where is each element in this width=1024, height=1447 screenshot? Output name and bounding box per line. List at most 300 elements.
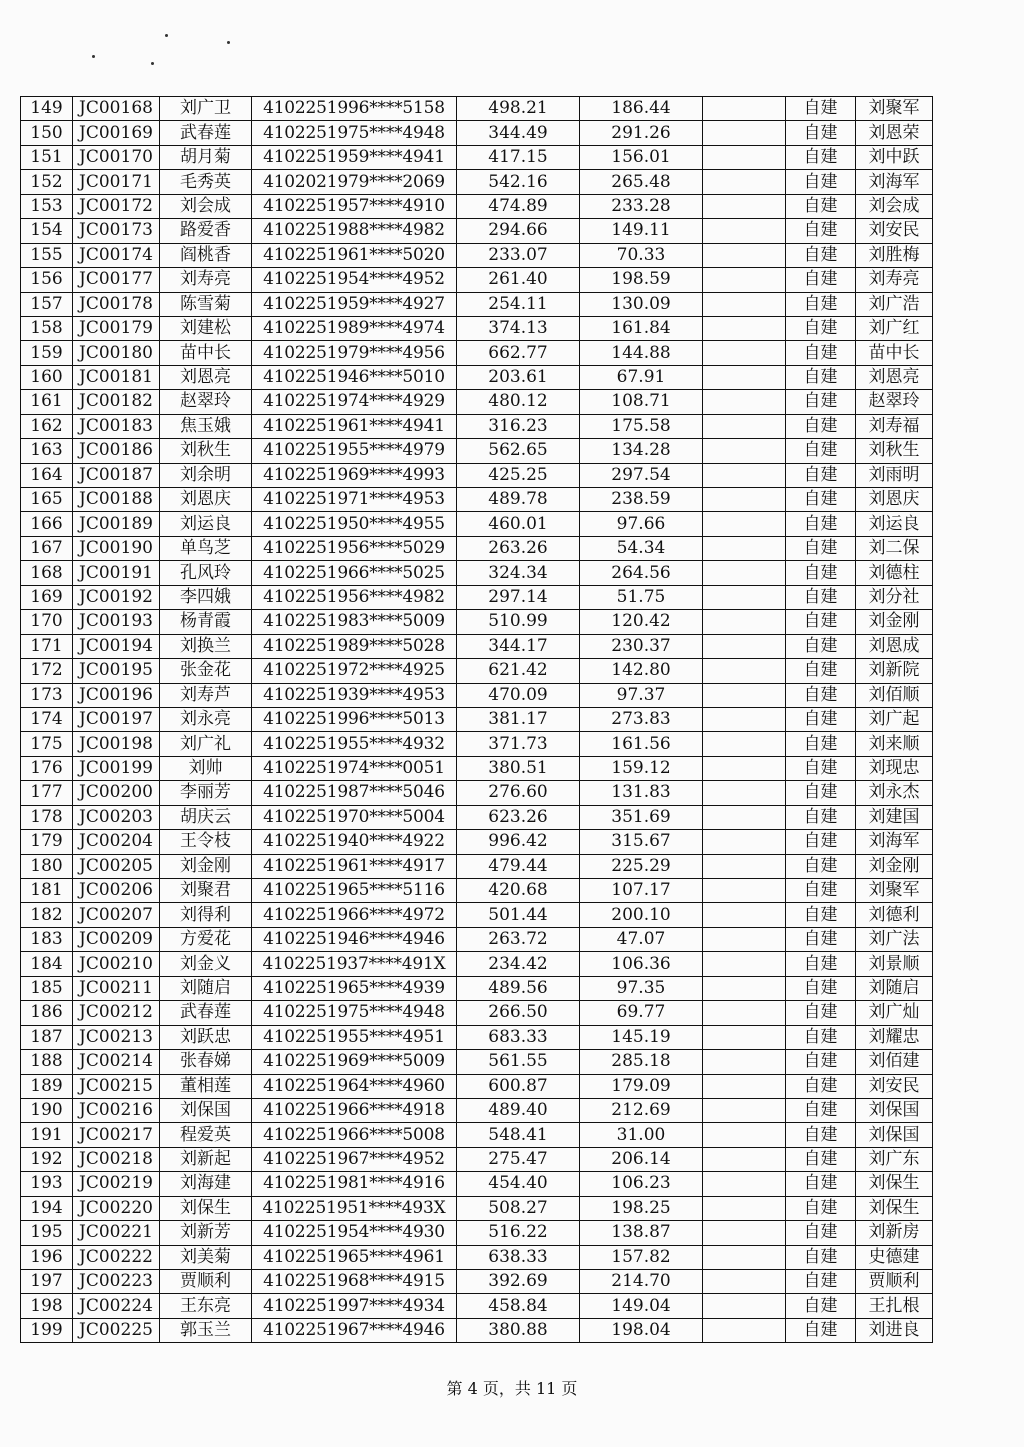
name-cell: 董相莲	[160, 1074, 252, 1098]
build-type-cell: 自建	[786, 292, 856, 316]
name-cell: 刘随启	[160, 976, 252, 1000]
area-a-cell: 561.55	[457, 1050, 580, 1074]
build-type-cell: 自建	[786, 854, 856, 878]
name-cell: 武春莲	[160, 1001, 252, 1025]
area-a-cell: 266.50	[457, 1001, 580, 1025]
row-number-cell: 160	[21, 365, 73, 389]
owner-name-cell: 刘寿福	[856, 414, 933, 438]
household-code-cell: JC00179	[73, 316, 160, 340]
household-code-cell: JC00194	[73, 634, 160, 658]
table-row	[21, 414, 933, 438]
blank-cell	[703, 292, 786, 316]
owner-name-cell: 刘现忠	[856, 756, 933, 780]
name-cell: 方爱花	[160, 927, 252, 951]
build-type-cell: 自建	[786, 194, 856, 218]
blank-cell	[703, 1147, 786, 1171]
area-b-cell: 315.67	[580, 830, 703, 854]
household-code-cell: JC00172	[73, 194, 160, 218]
area-a-cell: 392.69	[457, 1270, 580, 1294]
household-code-cell: JC00196	[73, 683, 160, 707]
name-cell: 张金花	[160, 659, 252, 683]
table-row	[21, 536, 933, 560]
area-a-cell: 600.87	[457, 1074, 580, 1098]
area-a-cell: 254.11	[457, 292, 580, 316]
id-number-cell: 4102251969****5009	[252, 1050, 457, 1074]
id-number-cell: 4102251964****4960	[252, 1074, 457, 1098]
row-number-cell: 178	[21, 805, 73, 829]
area-b-cell: 70.33	[580, 243, 703, 267]
table-row	[21, 1025, 933, 1049]
id-number-cell: 4102251975****4948	[252, 1001, 457, 1025]
blank-cell	[703, 830, 786, 854]
id-number-cell: 4102251966****4972	[252, 903, 457, 927]
area-a-cell: 498.21	[457, 97, 580, 121]
household-code-cell: JC00211	[73, 976, 160, 1000]
ledger-body	[21, 97, 933, 1343]
id-number-cell: 4102251979****4956	[252, 341, 457, 365]
id-number-cell: 4102251988****4982	[252, 219, 457, 243]
table-row	[21, 268, 933, 292]
blank-cell	[703, 488, 786, 512]
household-code-cell: JC00181	[73, 365, 160, 389]
household-code-cell: JC00199	[73, 756, 160, 780]
owner-name-cell: 刘耀忠	[856, 1025, 933, 1049]
name-cell: 刘换兰	[160, 634, 252, 658]
area-b-cell: 156.01	[580, 145, 703, 169]
build-type-cell: 自建	[786, 1098, 856, 1122]
name-cell: 王东亮	[160, 1294, 252, 1318]
area-b-cell: 161.56	[580, 732, 703, 756]
row-number-cell: 189	[21, 1074, 73, 1098]
id-number-cell: 4102251937****491X	[252, 952, 457, 976]
row-number-cell: 185	[21, 976, 73, 1000]
area-a-cell: 996.42	[457, 830, 580, 854]
household-code-cell: JC00182	[73, 390, 160, 414]
area-b-cell: 149.04	[580, 1294, 703, 1318]
name-cell: 刘恩亮	[160, 365, 252, 389]
row-number-cell: 197	[21, 1270, 73, 1294]
id-number-cell: 4102021979****2069	[252, 170, 457, 194]
household-code-cell: JC00170	[73, 145, 160, 169]
table-row	[21, 634, 933, 658]
table-row	[21, 1294, 933, 1318]
table-row	[21, 781, 933, 805]
build-type-cell: 自建	[786, 1196, 856, 1220]
table-row	[21, 97, 933, 121]
area-a-cell: 474.89	[457, 194, 580, 218]
row-number-cell: 165	[21, 488, 73, 512]
id-number-cell: 4102251940****4922	[252, 830, 457, 854]
id-number-cell: 4102251956****5029	[252, 536, 457, 560]
row-number-cell: 192	[21, 1147, 73, 1171]
blank-cell	[703, 879, 786, 903]
row-number-cell: 199	[21, 1318, 73, 1342]
area-b-cell: 144.88	[580, 341, 703, 365]
row-number-cell: 187	[21, 1025, 73, 1049]
household-code-cell: JC00174	[73, 243, 160, 267]
id-number-cell: 4102251950****4955	[252, 512, 457, 536]
owner-name-cell: 刘恩亮	[856, 365, 933, 389]
table-row	[21, 585, 933, 609]
row-number-cell: 156	[21, 268, 73, 292]
row-number-cell: 182	[21, 903, 73, 927]
area-a-cell: 380.51	[457, 756, 580, 780]
id-number-cell: 4102251981****4916	[252, 1172, 457, 1196]
row-number-cell: 174	[21, 707, 73, 731]
area-b-cell: 131.83	[580, 781, 703, 805]
household-code-cell: JC00223	[73, 1270, 160, 1294]
build-type-cell: 自建	[786, 97, 856, 121]
owner-name-cell: 刘来顺	[856, 732, 933, 756]
owner-name-cell: 刘运良	[856, 512, 933, 536]
name-cell: 刘建松	[160, 316, 252, 340]
name-cell: 武春莲	[160, 121, 252, 145]
table-row	[21, 1098, 933, 1122]
area-b-cell: 161.84	[580, 316, 703, 340]
scan-speck	[227, 41, 230, 44]
blank-cell	[703, 365, 786, 389]
area-b-cell: 31.00	[580, 1123, 703, 1147]
id-number-cell: 4102251972****4925	[252, 659, 457, 683]
blank-cell	[703, 756, 786, 780]
build-type-cell: 自建	[786, 390, 856, 414]
owner-name-cell: 刘广灿	[856, 1001, 933, 1025]
name-cell: 程爱英	[160, 1123, 252, 1147]
household-code-cell: JC00197	[73, 707, 160, 731]
owner-name-cell: 刘安民	[856, 219, 933, 243]
table-row	[21, 1318, 933, 1342]
area-a-cell: 275.47	[457, 1147, 580, 1171]
name-cell: 刘海建	[160, 1172, 252, 1196]
household-code-cell: JC00203	[73, 805, 160, 829]
blank-cell	[703, 1318, 786, 1342]
area-a-cell: 276.60	[457, 781, 580, 805]
household-code-cell: JC00188	[73, 488, 160, 512]
table-row	[21, 1147, 933, 1171]
id-number-cell: 4102251996****5013	[252, 707, 457, 731]
area-a-cell: 371.73	[457, 732, 580, 756]
table-row	[21, 1001, 933, 1025]
build-type-cell: 自建	[786, 316, 856, 340]
household-code-cell: JC00215	[73, 1074, 160, 1098]
id-number-cell: 4102251954****4930	[252, 1221, 457, 1245]
name-cell: 刘寿芦	[160, 683, 252, 707]
area-a-cell: 324.34	[457, 561, 580, 585]
area-b-cell: 69.77	[580, 1001, 703, 1025]
row-number-cell: 176	[21, 756, 73, 780]
area-a-cell: 470.09	[457, 683, 580, 707]
household-code-cell: JC00192	[73, 585, 160, 609]
owner-name-cell: 刘广东	[856, 1147, 933, 1171]
owner-name-cell: 刘秋生	[856, 439, 933, 463]
build-type-cell: 自建	[786, 610, 856, 634]
row-number-cell: 172	[21, 659, 73, 683]
build-type-cell: 自建	[786, 1001, 856, 1025]
area-b-cell: 206.14	[580, 1147, 703, 1171]
row-number-cell: 180	[21, 854, 73, 878]
table-row	[21, 610, 933, 634]
household-code-cell: JC00218	[73, 1147, 160, 1171]
owner-name-cell: 刘德柱	[856, 561, 933, 585]
blank-cell	[703, 707, 786, 731]
owner-name-cell: 刘海军	[856, 170, 933, 194]
build-type-cell: 自建	[786, 1074, 856, 1098]
area-b-cell: 230.37	[580, 634, 703, 658]
blank-cell	[703, 927, 786, 951]
owner-name-cell: 刘海军	[856, 830, 933, 854]
table-row	[21, 903, 933, 927]
owner-name-cell: 刘寿亮	[856, 268, 933, 292]
owner-name-cell: 刘保生	[856, 1172, 933, 1196]
blank-cell	[703, 732, 786, 756]
area-a-cell: 261.40	[457, 268, 580, 292]
blank-cell	[703, 1221, 786, 1245]
name-cell: 刘新起	[160, 1147, 252, 1171]
name-cell: 焦玉娥	[160, 414, 252, 438]
area-a-cell: 479.44	[457, 854, 580, 878]
build-type-cell: 自建	[786, 634, 856, 658]
build-type-cell: 自建	[786, 1025, 856, 1049]
owner-name-cell: 刘会成	[856, 194, 933, 218]
table-row	[21, 1123, 933, 1147]
table-row	[21, 316, 933, 340]
name-cell: 刘聚君	[160, 879, 252, 903]
name-cell: 赵翠玲	[160, 390, 252, 414]
id-number-cell: 4102251967****4952	[252, 1147, 457, 1171]
name-cell: 阎桃香	[160, 243, 252, 267]
row-number-cell: 195	[21, 1221, 73, 1245]
area-a-cell: 501.44	[457, 903, 580, 927]
row-number-cell: 170	[21, 610, 73, 634]
blank-cell	[703, 659, 786, 683]
table-row	[21, 170, 933, 194]
table-row	[21, 756, 933, 780]
id-number-cell: 4102251961****4941	[252, 414, 457, 438]
build-type-cell: 自建	[786, 1270, 856, 1294]
name-cell: 陈雪菊	[160, 292, 252, 316]
household-code-cell: JC00217	[73, 1123, 160, 1147]
table-row	[21, 292, 933, 316]
household-code-cell: JC00210	[73, 952, 160, 976]
build-type-cell: 自建	[786, 219, 856, 243]
area-b-cell: 107.17	[580, 879, 703, 903]
id-number-cell: 4102251961****4917	[252, 854, 457, 878]
household-code-cell: JC00198	[73, 732, 160, 756]
household-code-cell: JC00171	[73, 170, 160, 194]
table-row	[21, 1196, 933, 1220]
area-b-cell: 233.28	[580, 194, 703, 218]
blank-cell	[703, 1294, 786, 1318]
id-number-cell: 4102251959****4927	[252, 292, 457, 316]
row-number-cell: 169	[21, 585, 73, 609]
row-number-cell: 168	[21, 561, 73, 585]
area-b-cell: 198.04	[580, 1318, 703, 1342]
owner-name-cell: 刘随启	[856, 976, 933, 1000]
household-code-cell: JC00173	[73, 219, 160, 243]
area-a-cell: 417.15	[457, 145, 580, 169]
build-type-cell: 自建	[786, 439, 856, 463]
id-number-cell: 4102251956****4982	[252, 585, 457, 609]
area-b-cell: 134.28	[580, 439, 703, 463]
name-cell: 刘保国	[160, 1098, 252, 1122]
table-row	[21, 683, 933, 707]
owner-name-cell: 刘广浩	[856, 292, 933, 316]
area-b-cell: 138.87	[580, 1221, 703, 1245]
id-number-cell: 4102251975****4948	[252, 121, 457, 145]
id-number-cell: 4102251987****5046	[252, 781, 457, 805]
area-a-cell: 203.61	[457, 365, 580, 389]
row-number-cell: 157	[21, 292, 73, 316]
owner-name-cell: 刘聚军	[856, 879, 933, 903]
id-number-cell: 4102251970****5004	[252, 805, 457, 829]
owner-name-cell: 王扎根	[856, 1294, 933, 1318]
build-type-cell: 自建	[786, 927, 856, 951]
owner-name-cell: 刘恩庆	[856, 488, 933, 512]
owner-name-cell: 史德建	[856, 1245, 933, 1269]
blank-cell	[703, 341, 786, 365]
area-b-cell: 200.10	[580, 903, 703, 927]
area-a-cell: 380.88	[457, 1318, 580, 1342]
row-number-cell: 149	[21, 97, 73, 121]
blank-cell	[703, 97, 786, 121]
area-a-cell: 542.16	[457, 170, 580, 194]
name-cell: 刘余明	[160, 463, 252, 487]
owner-name-cell: 刘分社	[856, 585, 933, 609]
area-a-cell: 344.17	[457, 634, 580, 658]
name-cell: 刘会成	[160, 194, 252, 218]
household-code-cell: JC00216	[73, 1098, 160, 1122]
blank-cell	[703, 634, 786, 658]
row-number-cell: 164	[21, 463, 73, 487]
area-b-cell: 130.09	[580, 292, 703, 316]
build-type-cell: 自建	[786, 463, 856, 487]
household-code-cell: JC00183	[73, 414, 160, 438]
table-row	[21, 952, 933, 976]
table-row	[21, 365, 933, 389]
area-b-cell: 106.23	[580, 1172, 703, 1196]
blank-cell	[703, 1196, 786, 1220]
id-number-cell: 4102251968****4915	[252, 1270, 457, 1294]
build-type-cell: 自建	[786, 414, 856, 438]
row-number-cell: 198	[21, 1294, 73, 1318]
table-row	[21, 512, 933, 536]
id-number-cell: 4102251969****4993	[252, 463, 457, 487]
area-b-cell: 212.69	[580, 1098, 703, 1122]
blank-cell	[703, 1074, 786, 1098]
table-row	[21, 1050, 933, 1074]
build-type-cell: 自建	[786, 781, 856, 805]
area-b-cell: 120.42	[580, 610, 703, 634]
owner-name-cell: 刘进良	[856, 1318, 933, 1342]
area-b-cell: 238.59	[580, 488, 703, 512]
name-cell: 刘跃忠	[160, 1025, 252, 1049]
blank-cell	[703, 243, 786, 267]
area-a-cell: 480.12	[457, 390, 580, 414]
table-row	[21, 243, 933, 267]
name-cell: 刘秋生	[160, 439, 252, 463]
table-row	[21, 927, 933, 951]
table-row	[21, 1172, 933, 1196]
row-number-cell: 158	[21, 316, 73, 340]
row-number-cell: 196	[21, 1245, 73, 1269]
row-number-cell: 194	[21, 1196, 73, 1220]
build-type-cell: 自建	[786, 952, 856, 976]
area-a-cell: 516.22	[457, 1221, 580, 1245]
row-number-cell: 184	[21, 952, 73, 976]
name-cell: 刘恩庆	[160, 488, 252, 512]
table-row	[21, 879, 933, 903]
area-b-cell: 265.48	[580, 170, 703, 194]
blank-cell	[703, 1270, 786, 1294]
owner-name-cell: 刘永杰	[856, 781, 933, 805]
area-b-cell: 351.69	[580, 805, 703, 829]
build-type-cell: 自建	[786, 1147, 856, 1171]
owner-name-cell: 刘德利	[856, 903, 933, 927]
area-b-cell: 51.75	[580, 585, 703, 609]
owner-name-cell: 刘建国	[856, 805, 933, 829]
table-row	[21, 1245, 933, 1269]
id-number-cell: 4102251966****5008	[252, 1123, 457, 1147]
build-type-cell: 自建	[786, 732, 856, 756]
id-number-cell: 4102251983****5009	[252, 610, 457, 634]
blank-cell	[703, 219, 786, 243]
area-b-cell: 157.82	[580, 1245, 703, 1269]
household-code-cell: JC00200	[73, 781, 160, 805]
name-cell: 刘新芳	[160, 1221, 252, 1245]
area-b-cell: 175.58	[580, 414, 703, 438]
build-type-cell: 自建	[786, 1318, 856, 1342]
name-cell: 毛秀英	[160, 170, 252, 194]
name-cell: 刘帅	[160, 756, 252, 780]
name-cell: 苗中长	[160, 341, 252, 365]
area-a-cell: 510.99	[457, 610, 580, 634]
area-b-cell: 285.18	[580, 1050, 703, 1074]
build-type-cell: 自建	[786, 341, 856, 365]
household-code-cell: JC00213	[73, 1025, 160, 1049]
table-row	[21, 1270, 933, 1294]
area-b-cell: 108.71	[580, 390, 703, 414]
blank-cell	[703, 463, 786, 487]
area-a-cell: 489.40	[457, 1098, 580, 1122]
area-b-cell: 159.12	[580, 756, 703, 780]
owner-name-cell: 刘安民	[856, 1074, 933, 1098]
blank-cell	[703, 561, 786, 585]
blank-cell	[703, 414, 786, 438]
build-type-cell: 自建	[786, 268, 856, 292]
household-code-cell: JC00187	[73, 463, 160, 487]
blank-cell	[703, 512, 786, 536]
area-b-cell: 198.59	[580, 268, 703, 292]
household-code-cell: JC00195	[73, 659, 160, 683]
table-row	[21, 732, 933, 756]
build-type-cell: 自建	[786, 1294, 856, 1318]
area-a-cell: 374.13	[457, 316, 580, 340]
id-number-cell: 4102251959****4941	[252, 145, 457, 169]
household-code-cell: JC00206	[73, 879, 160, 903]
build-type-cell: 自建	[786, 879, 856, 903]
name-cell: 李丽芳	[160, 781, 252, 805]
household-code-cell: JC00225	[73, 1318, 160, 1342]
build-type-cell: 自建	[786, 830, 856, 854]
scan-speck	[151, 62, 154, 65]
area-a-cell: 234.42	[457, 952, 580, 976]
name-cell: 刘寿亮	[160, 268, 252, 292]
area-a-cell: 316.23	[457, 414, 580, 438]
build-type-cell: 自建	[786, 756, 856, 780]
row-number-cell: 171	[21, 634, 73, 658]
build-type-cell: 自建	[786, 683, 856, 707]
blank-cell	[703, 610, 786, 634]
